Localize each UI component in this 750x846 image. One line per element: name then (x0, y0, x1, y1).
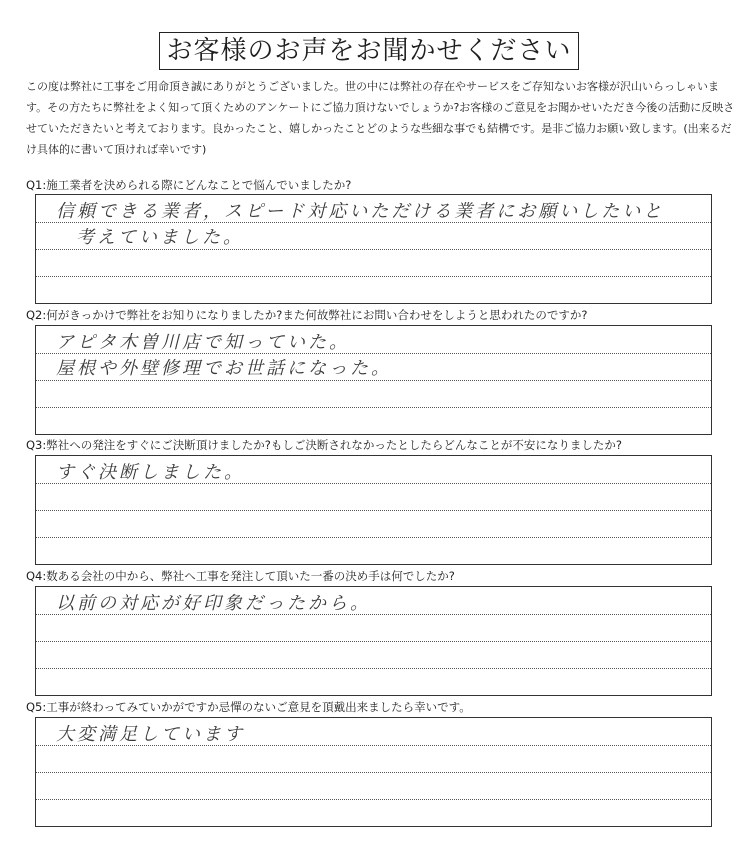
answer-line (36, 380, 711, 382)
answer-2-line-1: アピタ木曽川店で知っていた。 (56, 332, 350, 353)
page-title: お客様のお声をお聞かせください (159, 32, 579, 70)
answer-line (36, 537, 711, 539)
answer-1-line-1: 信頼できる業者，スピード対応いただける業者にお願いしたいと (56, 201, 665, 222)
answer-box-1 (35, 194, 712, 304)
answer-line (36, 510, 711, 512)
answer-line (36, 407, 711, 409)
answer-5-line-1: 大変満足しています (56, 724, 245, 745)
question-1-label: Q1:施工業者を決められる際にどんなことで悩んでいましたか? (26, 178, 352, 192)
answer-1-line-2: 考えていました。 (76, 227, 244, 248)
answer-2-line-2: 屋根や外壁修理でお世話になった。 (56, 358, 392, 379)
question-2-label: Q2:何がきっかけで弊社をお知りになりましたか?また何故弊社にお問い合わせをしようと思われたのですか? (26, 308, 588, 322)
answer-line (36, 276, 711, 278)
question-5-label: Q5:工事が終わってみていかがですか忌憚のないご意見を頂戴出来ましたら幸いです。 (26, 700, 471, 714)
answer-line (36, 641, 711, 643)
answer-box-2 (35, 325, 712, 435)
answer-3-line-1: すぐ決断しました。 (56, 462, 245, 483)
answer-box-4 (35, 586, 712, 696)
answer-line (36, 668, 711, 670)
question-3-label: Q3:弊社への発注をすぐにご決断頂けましたか?もしご決断されなかったとしたらどんなことが不安になりましたか? (26, 438, 622, 452)
answer-line (36, 249, 711, 251)
answer-line (36, 772, 711, 774)
answer-line (36, 799, 711, 801)
answer-4-line-1: 以前の対応が好印象だったから。 (56, 593, 371, 614)
intro-text: この度は弊社に工事をご用命頂き誠にありがとうございました。世の中には弊社の存在やサービスをご存知ないお客様が沢山いらっしゃいます。その方たちに弊社をよく知って頂くためのアンケートにご協力頂けないでしょうか?お客様のご意見をお聞かせいただき今後の活動に反映させていただきたいと考えております。良かったこと、嬉しかったことどのような些細な事でも結構です。是非ご協力お願い致します。(出来るだけ具体的に書いて頂ければ幸いです) (26, 80, 735, 156)
answer-box-3 (35, 455, 712, 565)
question-4-label: Q4:数ある会社の中から、弊社へ工事を発注して頂いた一番の決め手は何でしたか? (26, 569, 455, 583)
answer-box-5 (35, 717, 712, 827)
